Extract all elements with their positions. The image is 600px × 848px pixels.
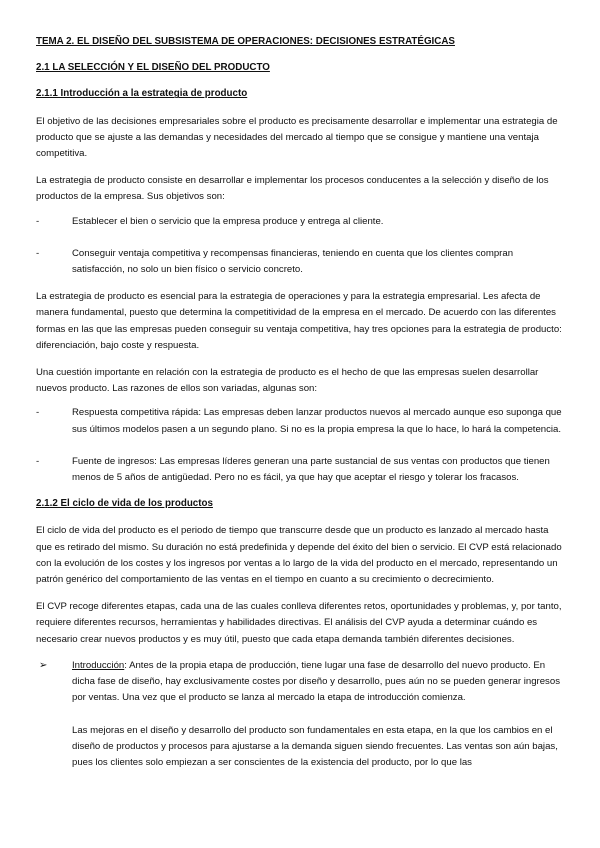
paragraph-strategy-essential: La estrategia de producto es esencial para la estrategia de operaciones y para la estrategia empresarial. Les afecta de manera fundamental, puesto que determina la competitividad de la empresa en el mercado. De acuerdo con las diferentes formas en las que las empresas pueden conseguir su ventaja competitiva, hay tres opciones para la estrategia de producto: diferenciación, bajo coste y respuesta.: [36, 291, 562, 351]
paragraph-cvp-definition: El ciclo de vida del producto es el periodo de tiempo que transcurre desde que un producto es lanzado al mercado hasta que es retirado del mismo. Su duración no está predefinida y depende del éxito del bien o servicio. El CVP está relacionado con la evolución de los costes y los ingresos por ventas a lo largo de la vida del producto en el mercado, representando un patrón genérico del comportamiento de las ventas en el tiempo en cuanto a su crecimiento o decrecimiento.: [36, 525, 562, 586]
list-item: [36, 454, 562, 486]
document-title: TEMA 2. EL DISEÑO DEL SUBSISTEMA DE OPERACIONES: DECISIONES ESTRATÉGICAS: [36, 36, 455, 47]
dash-bullet: -: [36, 215, 40, 227]
document-page: [36, 34, 562, 771]
section-heading-2-1: 2.1 LA SELECCIÓN Y EL DISEÑO DEL PRODUCTO: [36, 62, 270, 74]
list-item-text: Respuesta competitiva rápida: Las empresas deben lanzar productos nuevos al mercado aunque eso suponga que sus últimos modelos pasen a un segundo plano. Si no es la propia empresa la que lo hace, lo hará la competencia.: [72, 407, 562, 435]
list-item-text: Establecer el bien o servicio que la empresa produce y entrega al cliente.: [72, 215, 384, 227]
stages-list: [36, 658, 562, 707]
stage-label: Introducción: [72, 659, 125, 671]
list-item: [36, 658, 562, 707]
dash-bullet: -: [36, 407, 40, 419]
dash-bullet: -: [36, 247, 40, 259]
paragraph-strategy-definition: La estrategia de producto consiste en desarrollar e implementar los procesos conducentes a la selección y diseño de los productos de la empresa. Sus objetivos son:: [36, 175, 549, 203]
arrow-bullet-icon: ➢: [39, 659, 48, 671]
list-item: [36, 214, 562, 230]
paragraph-introduction-stage: Las mejoras en el diseño y desarrollo del producto son fundamentales en esta etapa, en la que los cambios en el diseño de productos y procesos para ajustarse a la demanda siguen siendo frecuentes. Las ventas son aún bajas, pues los clientes solo empiezan a ser conscientes de la existencia del producto, por lo que las: [72, 724, 558, 768]
paragraph-objective: El objetivo de las decisiones empresariales sobre el producto es precisamente desarrollar e implementar una estrategia de producto que se ajuste a las demandas y necesidades del mercado al tiempo que se consigue y mantiene una ventaja competitiva.: [36, 115, 558, 160]
paragraph-new-products: Una cuestión importante en relación con la estrategia de producto es el hecho de que las empresas suelen desarrollar nuevos producto. Las razones de ellos son variadas, algunas son:: [36, 367, 539, 395]
paragraph-cvp-stages: El CVP recoge diferentes etapas, cada una de las cuales conlleva diferentes retos, oportunidades y problemas, y, por tanto, requiere diferentes recursos, herramientas y habilidades directivas. El análisis del CVP ayuda a determinar cuándo es necesario crear nuevos productos y es muy útil, puesto que cada etapa demanda también diferentes decisiones.: [36, 601, 562, 645]
section-heading-2-1-1: 2.1.1 Introducción a la estrategia de producto: [36, 88, 248, 100]
section-heading-2-1-2: 2.1.2 El ciclo de vida de los productos: [36, 498, 213, 510]
list-item: [36, 246, 562, 278]
objectives-list: [36, 214, 562, 279]
list-item-text: Fuente de ingresos: Las empresas líderes generan una parte sustancial de sus ventas con productos que tienen menos de 5 años de antigüedad. Pero no es fácil, ya que hay que aceptar el riesgo y tolerar los fracasos.: [72, 455, 550, 484]
reasons-list: [36, 405, 562, 486]
dash-bullet: -: [36, 455, 40, 467]
stage-description: : Antes de la propia etapa de producción, tiene lugar una fase de desarrollo del nuevo producto. En dicha fase de diseño, hay exclusivamente costes por diseño y desarrollo, pues aún no se pueden generar ingresos por ventas. Una vez que el producto se lanza al mercado la etapa de introducción comienza.: [72, 659, 560, 704]
list-item-text: Conseguir ventaja competitiva y recompensas financieras, teniendo en cuenta que los clientes compran satisfacción, no solo un bien físico o servicio concreto.: [72, 247, 514, 276]
list-item: [36, 405, 562, 437]
